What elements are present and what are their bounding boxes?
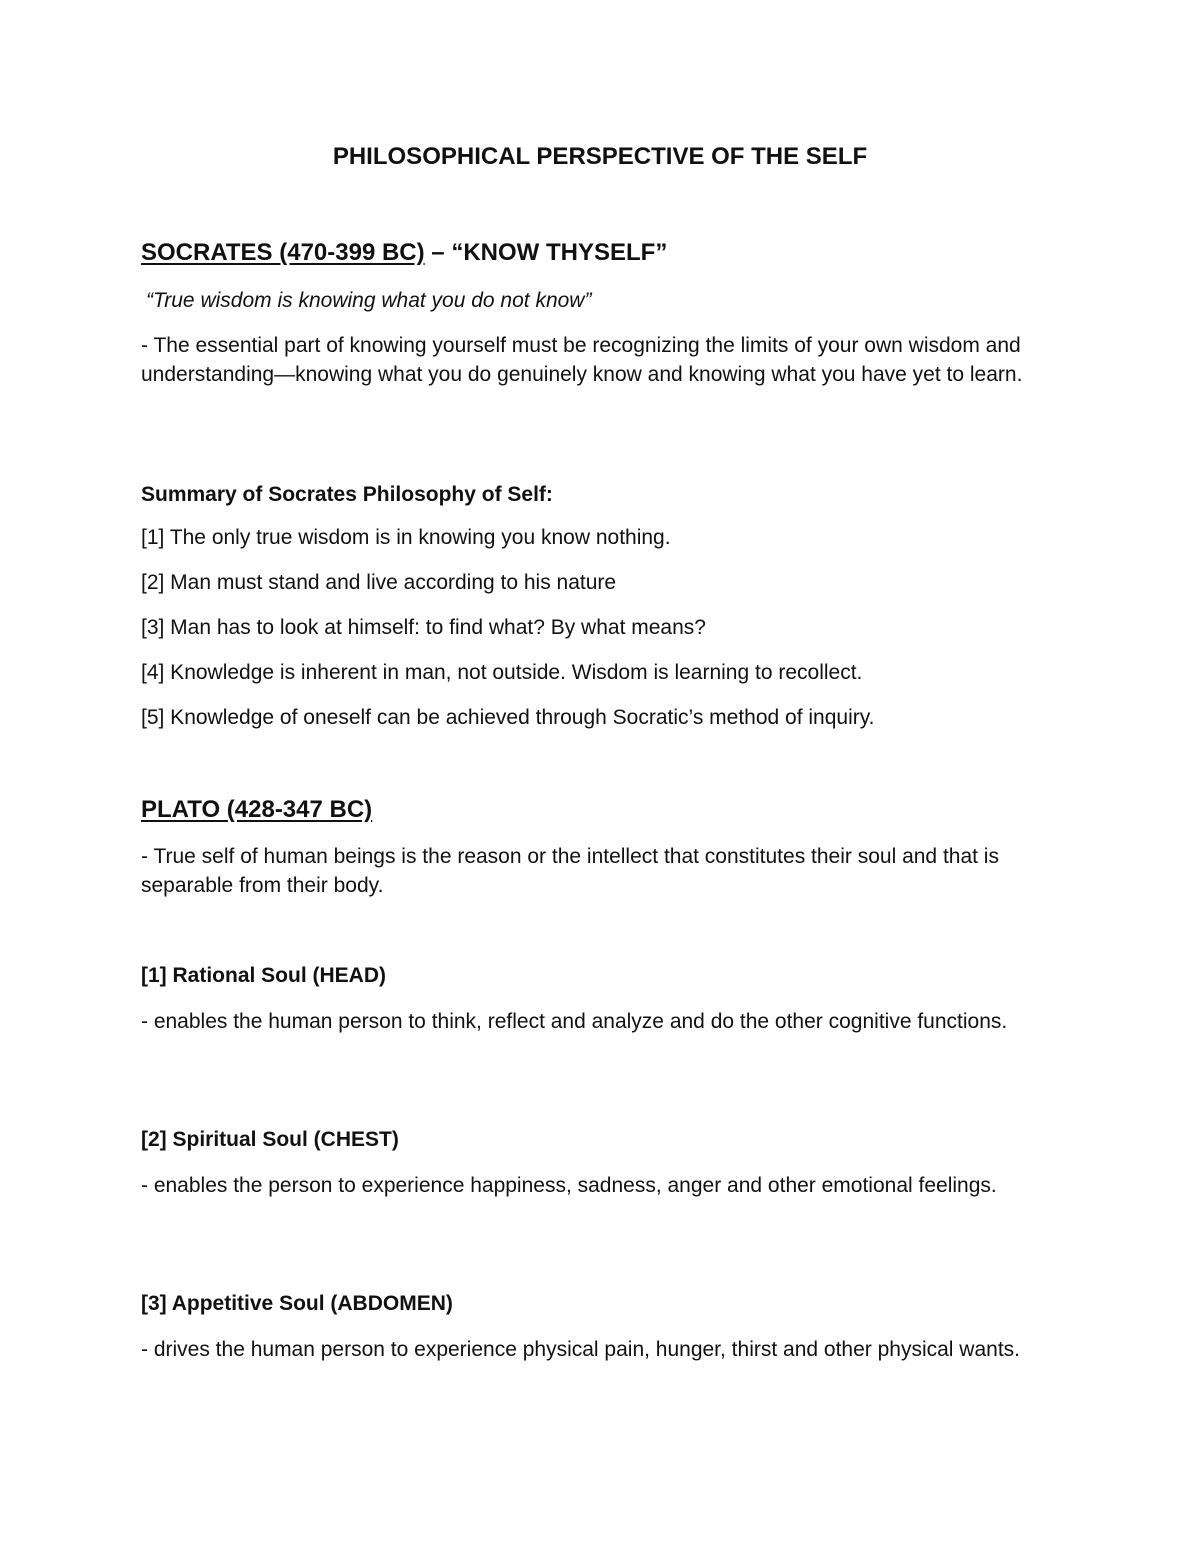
socrates-heading [141,238,1061,268]
page-title: PHILOSOPHICAL PERSPECTIVE OF THE SELF [332,143,868,170]
spiritual-soul-heading: [2] Spiritual Soul (CHEST) [141,1128,399,1151]
socrates-quote: “True wisdom is knowing what you do not know” [146,289,592,312]
rational-soul-text: - enables the human person to think, reflect and analyze and do the other cognitive functions. [141,1010,1008,1033]
summary-item-2: [2] Man must stand and live according to his nature [141,571,617,594]
summary-item-4: [4] Knowledge is inherent in man, not outside. Wisdom is learning to recollect. [141,661,863,684]
socrates-description: - The essential part of knowing yourself must be recognizing the limits of your own wisdom and understanding—knowing what you do genuinely know and knowing what you have yet to learn. [141,334,1023,386]
socrates-name: SOCRATES (470-399 BC) [141,239,425,266]
summary-item-1: [1] The only true wisdom is in knowing you know nothing. [141,526,671,549]
socrates-summary-heading: Summary of Socrates Philosophy of Self: [141,483,553,506]
spiritual-soul-text: - enables the person to experience happiness, sadness, anger and other emotional feelings. [141,1174,997,1197]
summary-item-3: [3] Man has to look at himself: to find what? By what means? [141,616,706,639]
appetitive-soul-text: - drives the human person to experience physical pain, hunger, thirst and other physical wants. [141,1338,1020,1361]
socrates-motto: – “KNOW THYSELF” [424,239,668,266]
appetitive-soul-heading: [3] Appetitive Soul (ABDOMEN) [141,1292,453,1315]
rational-soul-heading: [1] Rational Soul (HEAD) [141,964,386,987]
plato-description: - True self of human beings is the reason or the intellect that constitutes their soul and that is separable from their body. [141,845,999,897]
plato-name: PLATO (428-347 BC) [141,796,373,823]
summary-item-5: [5] Knowledge of oneself can be achieved through Socratic’s method of inquiry. [141,706,875,729]
plato-heading [141,795,1061,825]
